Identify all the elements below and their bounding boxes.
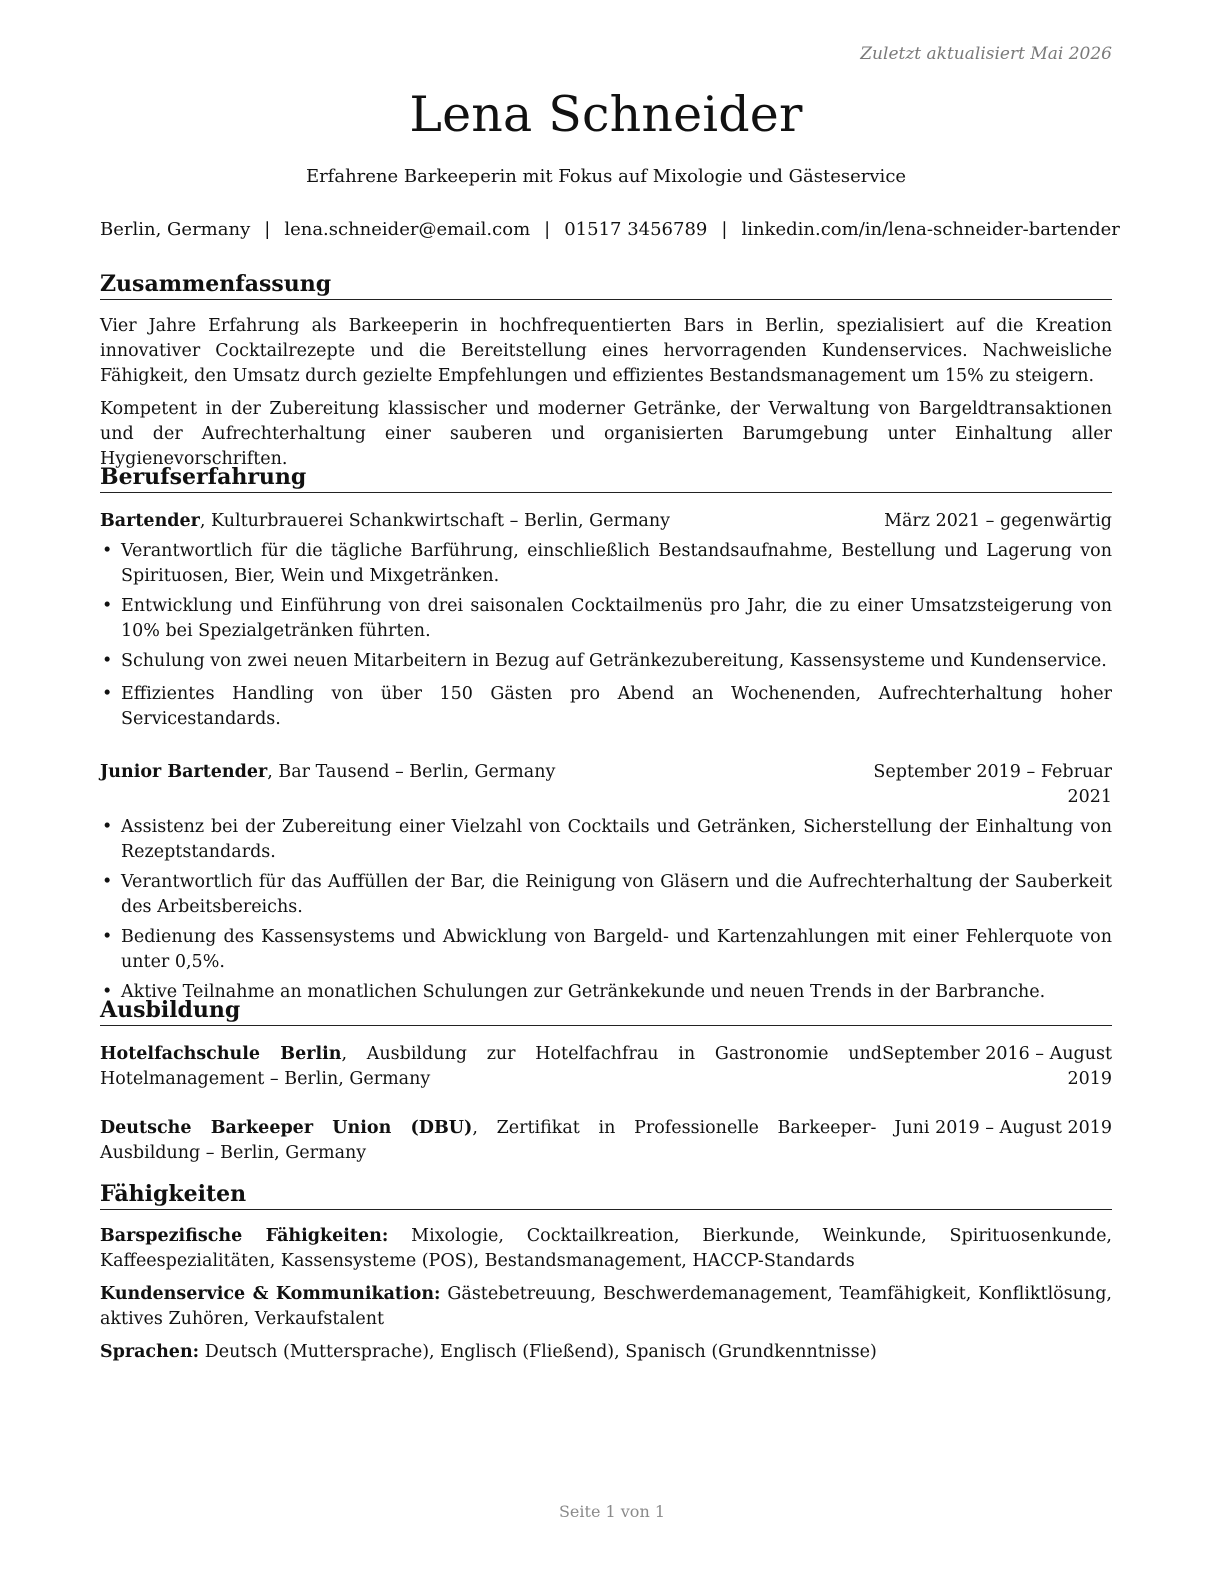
candidate-tagline: Erfahrene Barkeeperin mit Fokus auf Mixologie und Gästeservice [305,166,907,187]
education-school: Hotelfachschule Berlin [100,1044,342,1064]
education-entry [100,1116,1112,1166]
job-header [100,760,1112,810]
skill-group [100,1282,1112,1332]
section-title-summary: Zusammenfassung [100,270,1112,300]
job-bullet: • Schulung von zwei neuen Mitarbeitern in Bezug auf Getränkezubereitung, Kassensysteme und Kundenservice. [100,649,1112,674]
summary-section [100,270,1112,472]
job-bullet: • Aktive Teilnahme an monatlichen Schulungen zur Getränkekunde und neuen Trends in der Barbranche. [100,980,1112,1005]
job-bullets [100,539,1112,732]
education-text [100,1116,876,1166]
skill-group [100,1224,1112,1274]
job-bullet: • Assistenz bei der Zubereitung einer Vielzahl von Cocktails und Getränken, Sicherstellung der Einhaltung von Rezeptstandards. [100,815,1112,865]
contact-separator: | [721,219,728,240]
job-entry [100,509,1112,732]
education-text [100,1042,882,1092]
contact-separator: | [544,219,551,240]
page-number-footer: Seite 1 von 1 [558,1502,666,1521]
skill-text: Gästebetreuung, Beschwerdemanagement, Teamfähigkeit, Konfliktlösung, aktives Zuhören, Verkaufstalent [100,1284,1112,1329]
contact-email[interactable]: lena.schneider@email.com [284,219,531,240]
section-title-skills: Fähigkeiten [100,1180,1112,1210]
experience-section [100,463,1112,1005]
section-title-experience: Berufserfahrung [100,463,1112,493]
job-bullet: • Bedienung des Kassensystems und Abwicklung von Bargeld- und Kartenzahlungen mit einer Fehlerquote von unter 0,5%. [100,925,1112,975]
skill-label: Barspezifische Fähigkeiten: [100,1226,389,1246]
skill-text: Mixologie, Cocktailkreation, Bierkunde, Weinkunde, Spirituosenkunde, Kaffeespezialitäten, Kassensysteme (POS), Bestandsmanagement, HACCP-Standards [100,1226,1112,1271]
education-dates: Juni 2019 – August 2019 [894,1118,1112,1138]
section-title-education: Ausbildung [100,996,1112,1026]
summary-paragraph: Vier Jahre Erfahrung als Barkeeperin in hochfrequentierten Bars in Berlin, spezialisiert auf die Kreation innovativer Cocktailrezepte und die Bereitstellung eines hervorragenden Kundenservices. Nachweisliche Fähigkeit, den Umsatz durch gezielte Empfehlungen und effizientes Bestandsmanagement um 15% zu steigern. [100,316,1112,386]
job-title-line [100,509,884,534]
education-school: Deutsche Barkeeper Union (DBU) [100,1118,473,1138]
education-dates: September 2016 – August 2019 [882,1044,1112,1089]
education-detail: , Ausbildung zur Hotelfachfrau in Gastronomie und Hotelmanagement – Berlin, Germany [100,1044,882,1089]
job-employer: , Bar Tausend – Berlin, Germany [267,762,556,782]
candidate-name: Lena Schneider [409,86,803,143]
job-bullet: • Effizientes Handling von über 150 Gästen pro Abend an Wochenenden, Aufrechterhaltung hoher Servicestandards. [100,682,1112,732]
job-header [100,509,1112,534]
job-bullet: • Verantwortlich für das Auffüllen der Bar, die Reinigung von Gläsern und die Aufrechterhaltung der Sauberkeit des Arbeitsbereichs. [100,870,1112,920]
job-role: Bartender [100,511,200,531]
skill-text: Deutsch (Muttersprache), Englisch (Fließend), Spanisch (Grundkenntnisse) [199,1342,877,1362]
contact-line [100,219,1120,240]
job-dates: September 2019 – Februar 2021 [873,762,1112,807]
job-title-line [100,760,872,810]
job-bullet: • Entwicklung und Einführung von drei saisonalen Cocktailmenüs pro Jahr, die zu einer Umsatzsteigerung von 10% bei Spezialgetränken führten. [100,594,1112,644]
skill-label: Kundenservice & Kommunikation: [100,1284,441,1304]
job-bullets [100,815,1112,1005]
job-dates: März 2021 – gegenwärtig [884,511,1112,531]
education-section [100,996,1112,1166]
job-employer: , Kulturbrauerei Schankwirtschaft – Berlin, Germany [199,511,671,531]
contact-separator: | [264,219,271,240]
last-updated-note: Zuletzt aktualisiert Mai 2026 [860,44,1112,64]
job-bullet: • Verantwortlich für die tägliche Barführung, einschließlich Bestandsaufnahme, Bestellung und Lagerung von Spirituosen, Bier, Wein und Mixgetränken. [100,539,1112,589]
contact-linkedin[interactable]: linkedin.com/in/lena-schneider-bartender [741,219,1120,240]
job-entry [100,760,1112,1005]
education-detail: , Zertifikat in Professionelle Barkeeper-Ausbildung – Berlin, Germany [100,1118,877,1163]
skill-label: Sprachen: [100,1342,200,1362]
education-entry [100,1042,1112,1092]
summary-paragraph: Kompetent in der Zubereitung klassischer und moderner Getränke, der Verwaltung von Bargeldtransaktionen und der Aufrechterhaltung einer sauberen und organisierten Barumgebung unter Einhaltung aller Hygienevorschriften. [100,399,1112,469]
contact-phone[interactable]: 01517 3456789 [564,219,708,240]
contact-location: Berlin, Germany [100,219,251,240]
job-role: Junior Bartender [100,762,268,782]
skill-group [100,1340,1112,1365]
skills-section [100,1180,1112,1365]
